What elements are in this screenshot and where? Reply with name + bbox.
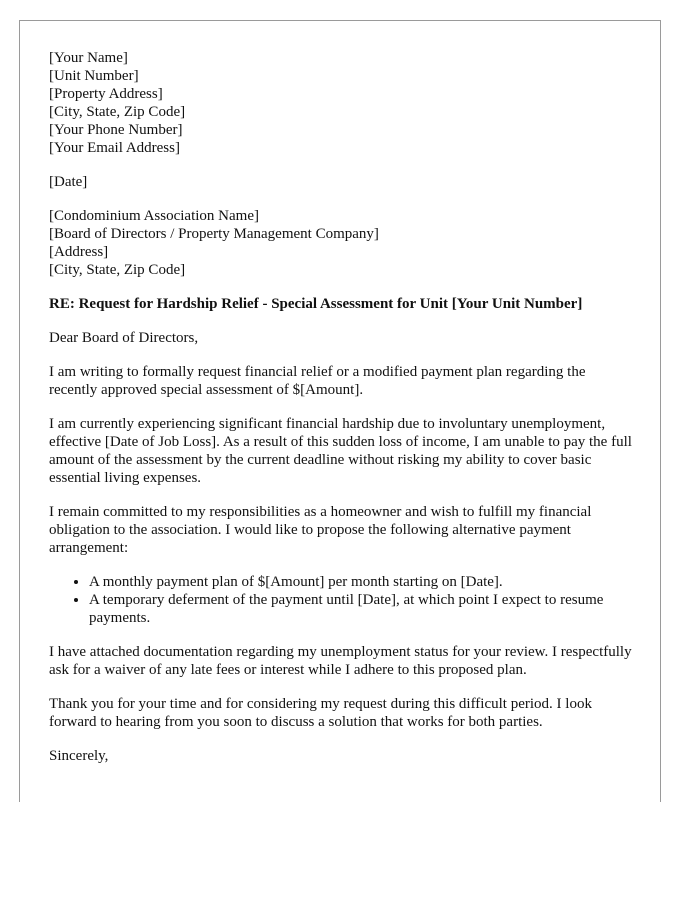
- date-block: [49, 173, 634, 191]
- body-paragraph: I am writing to formally request financial relief or a modified payment plan regarding the recently approved special assessment of $[Amount].: [49, 364, 586, 398]
- letter-content: [49, 49, 634, 781]
- sender-phone: [Your Phone Number]: [49, 122, 183, 138]
- sender-city: [City, State, Zip Code]: [49, 104, 186, 120]
- list-item: • A temporary deferment of the payment until [Date], at which point I expect to resume payments.: [89, 591, 634, 627]
- letter-date: [Date]: [49, 174, 88, 190]
- recipient-address: [Address]: [49, 244, 109, 260]
- sender-unit: [Unit Number]: [49, 68, 139, 84]
- recipient-board: [Board of Directors / Property Management Company]: [49, 226, 379, 242]
- letter-page: [19, 20, 661, 802]
- body-paragraph: I have attached documentation regarding my unemployment status for your review. I respectfully ask for a waiver of any late fees or interest while I adhere to this proposed plan.: [49, 644, 632, 678]
- body-paragraph: I am currently experiencing significant financial hardship due to involuntary unemployment, effective [Date of Job Loss]. As a result of this sudden loss of income, I am unable to pay the full amount of the assessment by the current deadline without risking my ability to cover basic essential living expenses.: [49, 416, 632, 486]
- recipient-city: [City, State, Zip Code]: [49, 262, 186, 278]
- salutation: Dear Board of Directors,: [49, 330, 199, 346]
- body-paragraph: I remain committed to my responsibilities as a homeowner and wish to fulfill my financial obligation to the association. I would like to propose the following alternative payment arrangement:: [49, 504, 592, 556]
- recipient-association: [Condominium Association Name]: [49, 208, 259, 224]
- recipient-block: [49, 207, 634, 279]
- sender-email: [Your Email Address]: [49, 140, 180, 156]
- body-paragraph: Thank you for your time and for considering my request during this difficult period. I look forward to hearing from you soon to discuss a solution that works for both parties.: [49, 696, 592, 730]
- payment-options-list: [49, 573, 634, 627]
- sender-name: [Your Name]: [49, 50, 128, 66]
- sender-block: [49, 49, 634, 157]
- list-item: • A monthly payment plan of $[Amount] per month starting on [Date].: [89, 573, 634, 591]
- sender-address: [Property Address]: [49, 86, 163, 102]
- subject-line: RE: Request for Hardship Relief - Special Assessment for Unit [Your Unit Number]: [49, 296, 583, 312]
- signoff: Sincerely,: [49, 748, 109, 764]
